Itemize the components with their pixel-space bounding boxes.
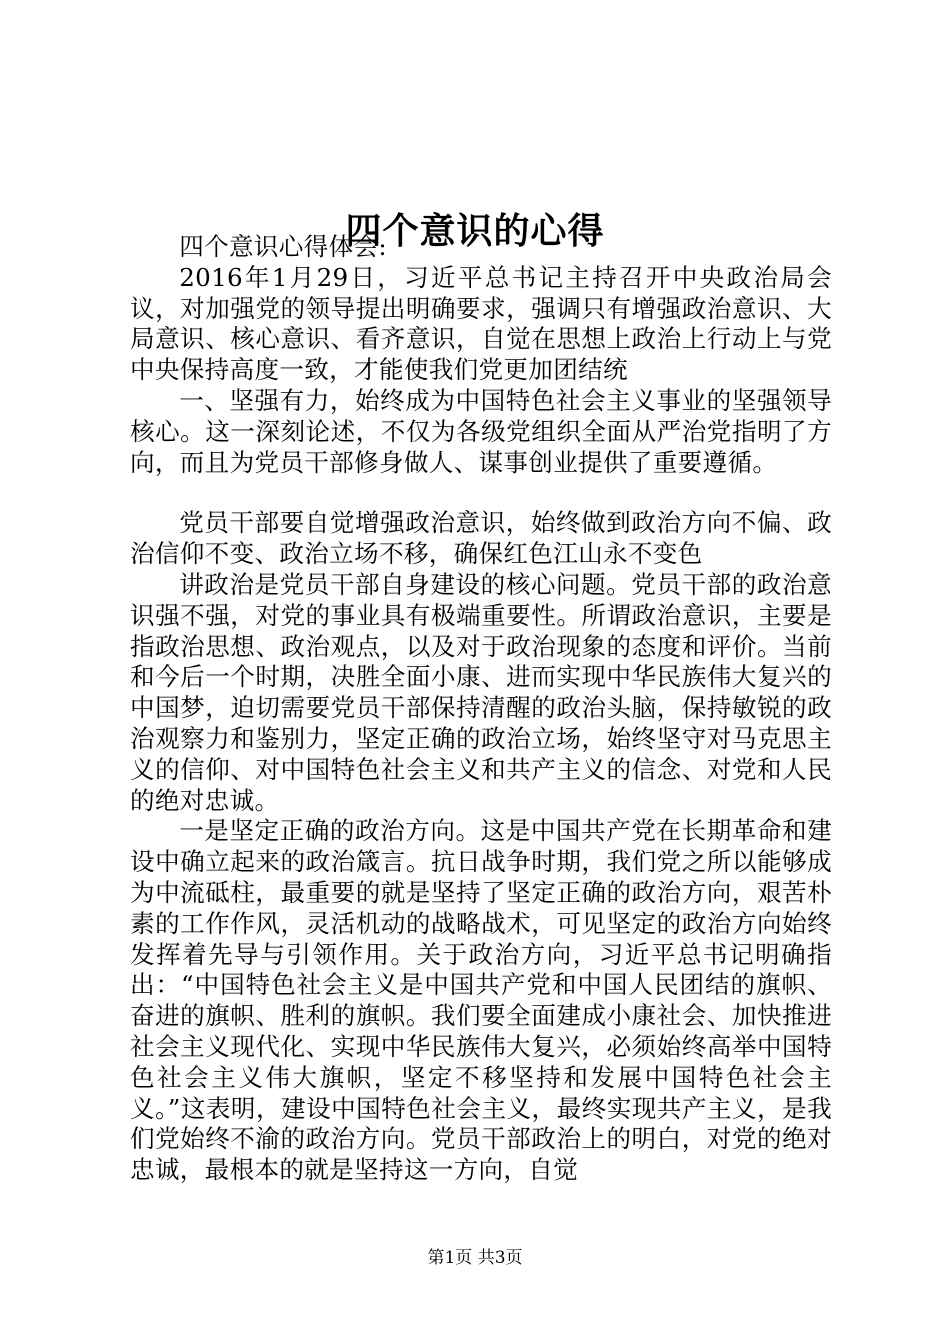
paragraph-politics: 讲政治是党员干部自身建设的核心问题。党员干部的政治意识强不强，对党的事业具有极端重要性。所谓政治意识，主要是指政治思想、政治观点，以及对于政治现象的态度和评价。当前和今后一个时期，决胜全面小康、进而实现中华民族伟大复兴的中国梦，迫切需要党员干部保持清醒的政治头脑，保持敏锐的政治观察力和鉴别力，坚定正确的政治立场，始终坚守对马克思主义的信仰、对中国特色社会主义和共产主义的信念、对党和人民的绝对忠诚。 <box>130 569 832 815</box>
paragraph-intro: 四个意识心得体会: <box>179 232 387 261</box>
paragraph-direction: 一是坚定正确的政治方向。这是中国共产党在长期革命和建设中确立起来的政治箴言。抗日战争时期，我们党之所以能够成为中流砥柱，最重要的就是坚持了坚定正确的政治方向，艰苦朴素的工作作风，灵活机动的战略战术，可见坚定的政治方向始终发挥着先导与引领作用。关于政治方向，习近平总书记明确指出：“中国特色社会主义是中国共产党和中国人民团结的旗帜、奋进的旗帜、胜利的旗帜。我们要全面建成小康社会、加快推进社会主义现代化、实现中华民族伟大复兴，必须始终高举中国特色社会主义伟大旗帜，坚定不移坚持和发展中国特色社会主义。”这表明，建设中国特色社会主义，最终实现共产主义，是我们党始终不渝的政治方向。党员干部政治上的明白，对党的绝对忠诚，最根本的就是坚持这一方向，自觉 <box>130 816 832 1185</box>
paragraph-political-awareness: 党员干部要自觉增强政治意识，始终做到政治方向不偏、政治信仰不变、政治立场不移，确保红色江山永不变色 <box>130 508 832 569</box>
paragraph-core: 一、坚强有力，始终成为中国特色社会主义事业的坚强领导核心。这一深刻论述，不仅为各级党组织全面从严治党指明了方向，而且为党员干部修身做人、谋事创业提供了重要遵循。 <box>130 385 832 477</box>
page-footer: 第1页 共3页 <box>427 1248 523 1268</box>
paragraph-meeting: 2016年1月29日，习近平总书记主持召开中央政治局会议，对加强党的领导提出明确要求，强调只有增强政治意识、大局意识、核心意识、看齐意识，自觉在思想上政治上行动上与党中央保持高度一致，才能使我们党更加团结统 <box>130 262 832 385</box>
document-title: 四个意识的心得 <box>345 210 605 253</box>
document-body <box>130 232 832 1186</box>
